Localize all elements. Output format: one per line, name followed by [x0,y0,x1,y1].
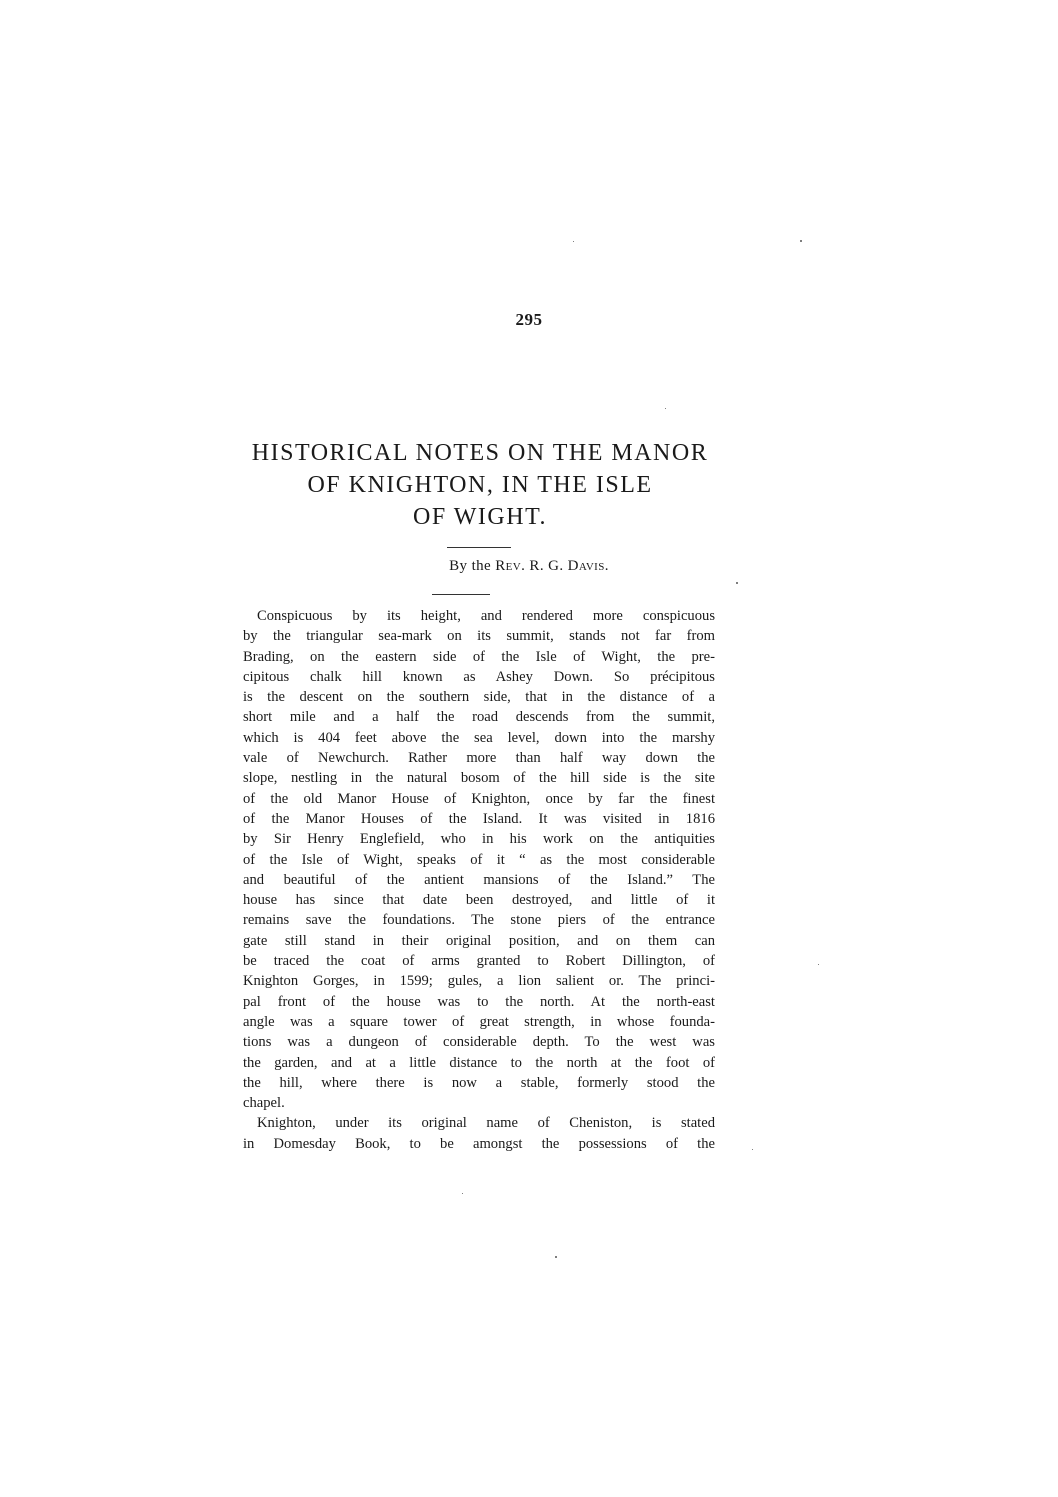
text-line: of the Isle of Wight, speaks of it “ as the most considerable [243,851,715,868]
text-line: Brading, on the eastern side of the Isle of Wight, the pre- [243,648,715,665]
text-line: chapel. [243,1095,285,1112]
title-line-1: HISTORICAL NOTES ON THE MANOR [251,440,709,466]
text-line: cipitous chalk hill known as Ashey Down. So précipitous [243,668,715,685]
text-line: of the old Manor House of Knighton, once by far the finest [243,790,715,807]
title-line-2: OF KNIGHTON, IN THE ISLE [307,472,653,498]
text-line: and beautiful of the antient mansions of the Island.” The [243,871,715,888]
byline-prefix: By the [449,558,496,574]
article-title [200,437,760,533]
scan-speck [800,240,802,242]
paragraph-1 [243,606,715,1113]
text-line: be traced the coat of arms granted to Robert Dillington, of [243,953,715,970]
text-line: slope, nestling in the natural bosom of the hill side is the site [243,770,715,787]
scan-speck [665,408,666,409]
text-line: tions was a dungeon of considerable depth. To the west was [243,1034,715,1051]
text-line: Knighton, under its original name of Cheniston, is stated [257,1115,715,1132]
paragraph-2 [243,1113,715,1154]
text-line: Knighton Gorges, in 1599; gules, a lion salient or. The princi- [243,973,715,990]
scan-speck [818,964,819,965]
text-line: remains save the foundations. The stone piers of the entrance [243,912,715,929]
scan-speck [573,241,574,242]
text-line: the garden, and at a little distance to the north at the foot of [243,1054,715,1071]
scan-speck [752,1149,753,1150]
text-line: angle was a square tower of great strength, in whose founda- [243,1013,715,1030]
divider-rule-top [447,547,511,548]
page-number: 295 [515,310,543,329]
text-line: which is 404 feet above the sea level, down into the marshy [243,729,715,746]
scan-speck [736,582,738,584]
text-line: pal front of the house was to the north. At the north-east [243,993,715,1010]
text-line: in Domesday Book, to be amongst the possessions of the [243,1135,715,1152]
title-line-3: OF WIGHT. [413,504,547,530]
text-line: Conspicuous by its height, and rendered more conspicuous [257,608,715,624]
text-line: by Sir Henry Englefield, who in his work on the antiquities [243,831,715,848]
text-line: house has since that date been destroyed, and little of it [243,892,715,909]
text-line: gate still stand in their original position, and on them can [243,932,715,949]
byline-author: Rev. R. G. Davis. [495,558,609,574]
scan-speck [555,1256,557,1258]
text-line: the hill, where there is now a stable, formerly stood the [243,1074,715,1091]
text-line: by the triangular sea-mark on its summit, stands not far from [243,628,715,645]
text-line: short mile and a half the road descends from the summit, [243,709,715,726]
scan-speck [462,1193,463,1194]
article-body [243,606,715,1154]
text-line: vale of Newchurch. Rather more than half way down the [243,750,715,767]
text-line: of the Manor Houses of the Island. It was visited in 1816 [243,810,715,827]
text-line: is the descent on the southern side, that in the distance of a [243,689,715,706]
byline [0,558,1058,575]
divider-rule-bottom [432,594,490,595]
